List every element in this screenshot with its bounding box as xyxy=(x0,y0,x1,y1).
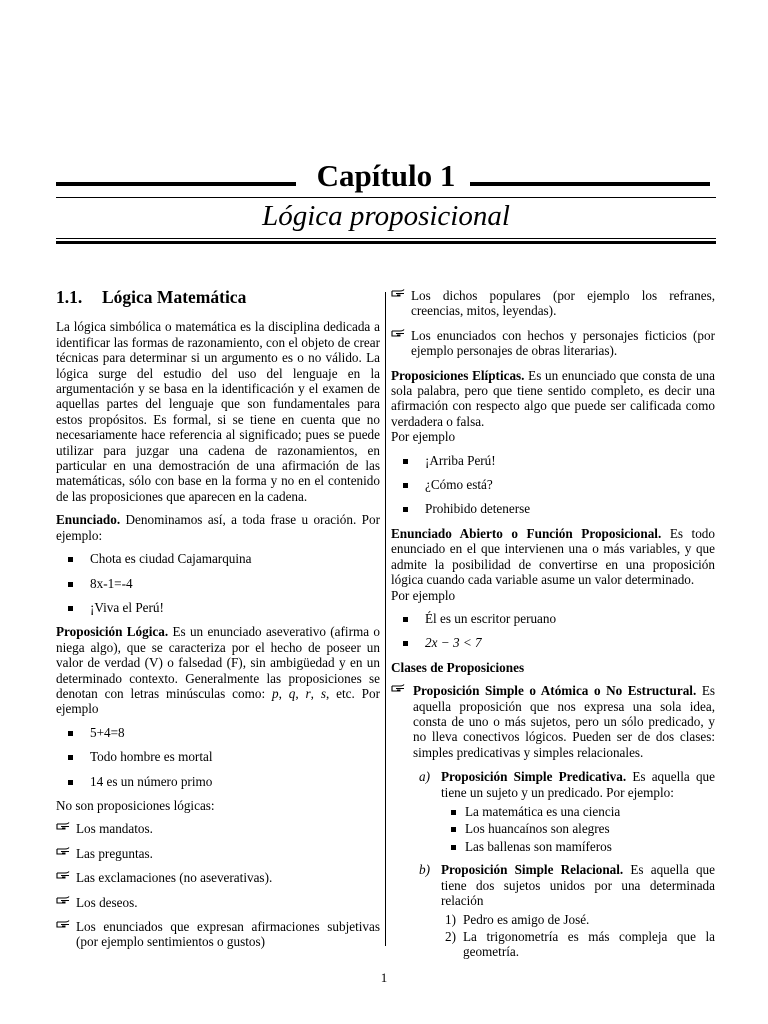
enum-marker-a: a) xyxy=(419,769,430,785)
proposicion-label: Proposición Lógica. xyxy=(56,624,169,640)
prop-letter: r xyxy=(305,685,311,701)
chapter-subtitle: Lógica proposicional xyxy=(262,200,510,232)
pointing-hand-icon xyxy=(391,287,407,299)
list-item xyxy=(391,328,715,359)
proposicion-text-2: , etc. Por ejemplo xyxy=(56,685,381,717)
list-item-text: Las exclamaciones (no aseverativas). xyxy=(76,870,273,886)
list-item xyxy=(391,288,715,319)
clases-list xyxy=(391,683,715,760)
relacional-item xyxy=(391,862,715,908)
proposicion-text-1: Es un enunciado aseverativo (afirma o niega algo), que se caracteriza por el hecho de poseer un valor de verdad (V) o falsedad (F), sin ambigüedad y en un determinado contexto. Generalmente las proposiciones se denotan con letras minúsculas como: xyxy=(56,624,380,701)
list-item xyxy=(451,821,715,836)
square-bullet-icon xyxy=(451,810,456,815)
abierto-label: Enunciado Abierto o Función Proposicional. xyxy=(391,525,662,541)
list-item-text: 8x-1=-4 xyxy=(90,575,133,591)
list-item-number: 1) xyxy=(445,912,456,928)
list-item xyxy=(401,611,715,626)
list-item xyxy=(401,477,715,492)
por-ejemplo-label: Por ejemplo xyxy=(391,429,456,445)
section-heading xyxy=(56,287,380,307)
list-item xyxy=(66,551,380,566)
list-item-text: Los huancaínos son alegres xyxy=(465,821,610,837)
list-item-text: Los enunciados que expresan afirmaciones subjetivas (por ejemplo sentimientos o gustos) xyxy=(76,919,380,950)
list-item-text: Todo hombre es mortal xyxy=(90,749,213,765)
square-bullet-icon xyxy=(68,755,73,760)
relacional-text: Es aquella que tiene dos sujetos unidos por una determinada relación xyxy=(441,862,715,908)
predicativa-item xyxy=(391,769,715,800)
predicativa-text: Es aquella que tiene un sujeto y un predicado. Por ejemplo: xyxy=(441,769,715,800)
list-item-number: 2) xyxy=(445,928,456,944)
abierto-examples xyxy=(391,611,715,651)
chapter-rule-right xyxy=(470,182,710,186)
list-item-text: Los deseos. xyxy=(76,894,138,910)
no-son-list xyxy=(56,821,380,949)
abierto-text: Es todo enunciado en el que intervienen una o más variables, y que admite la posibilidad de convertirse en una proposición lógica cuando cada variable asume un valor determinado. xyxy=(391,525,715,588)
list-item-text: Los dichos populares (por ejemplo los refranes, creencias, mitos, leyendas). xyxy=(411,288,715,319)
list-item-text: Los enunciados con hechos y personajes ficticios (por ejemplo personajes de obras literarias). xyxy=(411,327,715,359)
left-column xyxy=(56,288,380,959)
list-item xyxy=(451,804,715,819)
no-son-heading: No son proposiciones lógicas: xyxy=(56,797,215,813)
pointing-hand-icon xyxy=(391,682,407,694)
list-item xyxy=(391,912,715,927)
simple-text: Es aquella proposición que nos expresa una sola idea, consta de uno o más sujetos, pero un sólo predicado, y no lleva conectivos lógicos. Pueden ser de dos clases: simples predicativas y simples relacionales. xyxy=(413,683,716,760)
elipticas-text: Es un enunciado que consta de una sola palabra, pero que tiene sentido completo, es decir una afirmación con respecto algo que puede ser calificada como verdadera o falsa. xyxy=(391,367,715,429)
enunciado-paragraph xyxy=(56,512,380,543)
pointing-hand-icon xyxy=(56,869,72,881)
list-item-text: ¡Arriba Perú! xyxy=(425,452,496,468)
chapter-heading xyxy=(56,158,716,232)
square-bullet-icon xyxy=(403,459,408,464)
predicativa-label: Proposición Simple Predicativa. xyxy=(441,769,627,785)
section-number: 1.1. xyxy=(56,287,83,307)
enunciado-label: Enunciado. xyxy=(56,512,121,528)
list-item-text: Prohibido detenerse xyxy=(425,501,531,517)
list-item-text: La matemática es una ciencia xyxy=(465,803,621,819)
list-item-text: ¡Viva el Perú! xyxy=(90,599,164,615)
list-item xyxy=(401,635,715,650)
por-ejemplo-label-2: Por ejemplo xyxy=(391,587,456,603)
list-item xyxy=(401,453,715,468)
square-bullet-icon xyxy=(403,617,408,622)
intro-paragraph: La lógica simbólica o matemática es la disciplina dedicada a identificar las formas de razonamiento, con el objeto de crear técnicas para determinar si un argumento es o no válido. La lógica surge del estudio del uso del lenguaje en la argumentación y se basa en la identificación y el examen de aquellas partes del lenguaje que son fundamentales para estos propósitos. Es formal, si se tiene en cuenta que no necesariamente hace referencia al significado; pues se puede utilizar para juzgar una cadena de razonamientos, en particular en una demostración de una afirmación de las matemáticas, sólo con base en la forma y no en el contenido de las proposiciones que aparecen en la cadena. xyxy=(56,319,380,504)
subtitle-rule-thin xyxy=(56,238,716,239)
section-title: Lógica Matemática xyxy=(102,287,247,307)
list-item xyxy=(66,725,380,740)
list-item xyxy=(56,919,380,950)
square-bullet-icon xyxy=(68,780,73,785)
pointing-hand-icon xyxy=(391,327,407,339)
list-item xyxy=(66,774,380,789)
elipticas-paragraph xyxy=(391,368,715,430)
list-item xyxy=(56,821,380,836)
pointing-hand-icon xyxy=(56,894,72,906)
chapter-title: Capítulo 1 xyxy=(316,158,456,193)
square-bullet-icon xyxy=(403,483,408,488)
list-item xyxy=(451,839,715,854)
list-item xyxy=(56,846,380,861)
prop-letter: q xyxy=(288,685,296,701)
square-bullet-icon xyxy=(403,507,408,512)
square-bullet-icon xyxy=(451,827,456,832)
square-bullet-icon xyxy=(68,731,73,736)
enum-marker-b: b) xyxy=(419,862,430,878)
list-item xyxy=(56,895,380,910)
page-number: 1 xyxy=(380,970,388,985)
enunciado-examples xyxy=(56,551,380,615)
pointing-hand-icon xyxy=(56,820,72,832)
list-item xyxy=(66,600,380,615)
list-item-text: Las preguntas. xyxy=(76,845,153,861)
list-item-text: 2x − 3 < 7 xyxy=(425,635,482,651)
elipticas-examples xyxy=(391,453,715,517)
relacional-label: Proposición Simple Relacional. xyxy=(441,862,624,878)
relacional-examples xyxy=(391,912,715,959)
square-bullet-icon xyxy=(68,557,73,562)
list-item-text: Él es un escritor peruano xyxy=(425,610,557,626)
pointing-hand-icon xyxy=(56,845,72,857)
square-bullet-icon xyxy=(68,606,73,611)
prop-letter: p xyxy=(272,685,279,701)
list-item xyxy=(56,870,380,885)
square-bullet-icon xyxy=(451,845,456,850)
list-item-text: La trigonometría es más compleja que la geometría. xyxy=(463,928,715,960)
proposicion-paragraph: Proposición Lógica. Es un enunciado aseverativo (afirma o niega algo), que se caracteriza por el hecho de poseer un valor de verdad (V) o falsedad (F), sin ambigüedad y en un determinado contexto. Generalmente las proposiciones se denotan con letras minúsculas como: p, q, r, s, etc. Por ejemplo xyxy=(56,624,381,717)
list-item xyxy=(391,929,715,960)
square-bullet-icon xyxy=(68,582,73,587)
proposicion-examples xyxy=(56,725,380,789)
pointing-hand-icon xyxy=(56,918,72,930)
list-item-text: Pedro es amigo de José. xyxy=(463,912,590,928)
list-item-text: Los mandatos. xyxy=(76,821,153,837)
list-item xyxy=(391,683,715,760)
right-column xyxy=(391,288,715,961)
list-item-text: Chota es ciudad Cajamarquina xyxy=(90,551,252,567)
list-item xyxy=(66,576,380,591)
list-item-text: ¿Cómo está? xyxy=(425,477,493,493)
clases-heading: Clases de Proposiciones xyxy=(391,659,525,675)
enunciado-text: Denominamos así, a toda frase u oración. Por ejemplo: xyxy=(56,512,380,543)
abierto-paragraph xyxy=(391,526,715,588)
list-item-text: 14 es un número primo xyxy=(90,773,213,789)
prop-letter: s xyxy=(320,685,326,701)
elipticas-label: Proposiciones Elípticas. xyxy=(391,367,525,383)
square-bullet-icon xyxy=(403,641,408,646)
list-item xyxy=(66,749,380,764)
list-item xyxy=(401,501,715,516)
column-divider xyxy=(385,292,386,946)
chapter-rule-thin xyxy=(56,197,716,198)
list-item-text: Las ballenas son mamíferos xyxy=(465,838,612,854)
predicativa-examples xyxy=(391,804,715,854)
continued-list xyxy=(391,288,715,359)
list-item-text: 5+4=8 xyxy=(90,724,125,740)
subtitle-rule-thick xyxy=(56,241,716,244)
chapter-title-row xyxy=(56,160,716,194)
simple-label: Proposición Simple o Atómica o No Estructural. xyxy=(413,683,697,699)
